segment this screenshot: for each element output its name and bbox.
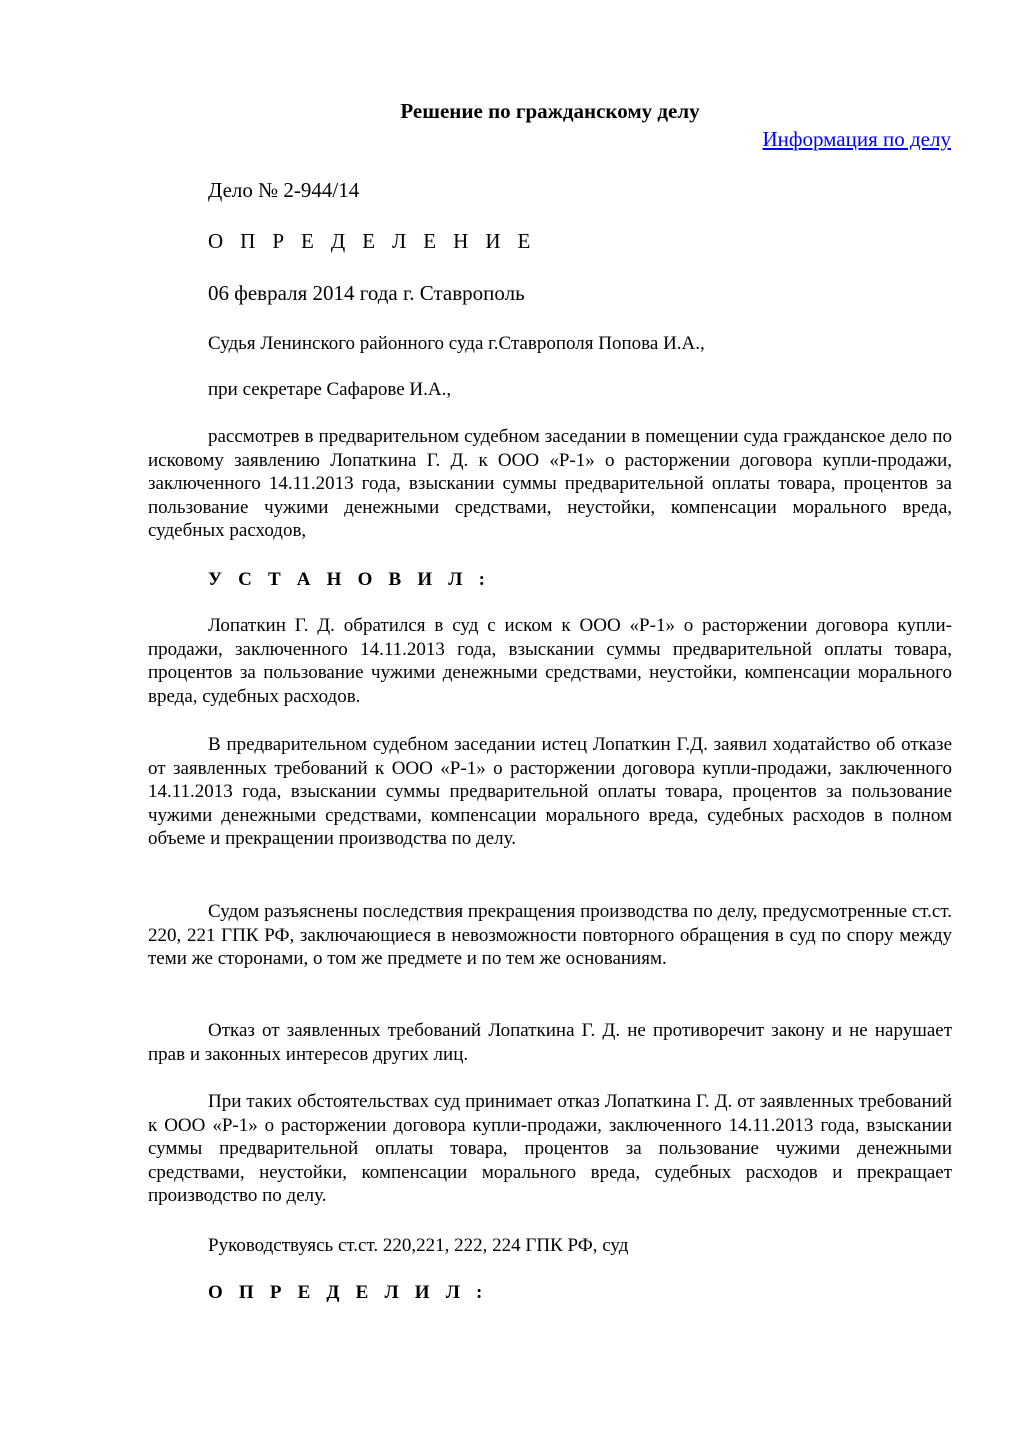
paragraph-considered: рассмотрев в предварительном судебном заседании в помещении суда гражданское дело по исковому заявлению Лопаткина Г. Д. к ООО «Р-1» о расторжении договора купли-продажи, заключенного 14.11.2013 года, взыскании суммы предварительной оплаты товара, процентов за пользование чужими денежными средствами, неустойки, компенсации морального вреда, судебных расходов, bbox=[148, 426, 952, 541]
document-date-place: 06 февраля 2014 года г. Ставрополь bbox=[208, 281, 525, 305]
paragraph-claim-filed: Лопаткин Г. Д. обратился в суд с иском к ООО «Р-1» о расторжении договора купли-продажи, заключенного 14.11.2013 года, взыскании суммы предварительной оплаты товара, процентов за пользование чужими денежными средствами, неустойки, компенсации морального вреда, судебных расходов. bbox=[148, 615, 952, 707]
secretary-line: при секретаре Сафарове И.А., bbox=[208, 379, 452, 400]
paragraph-petition: В предварительном судебном заседании истец Лопаткин Г.Д. заявил ходатайство об отказе от заявленных требований к ООО «Р-1» о расторжении договора купли-продажи, заключенного 14.11.2013 года, взыскании суммы предварительной оплаты товара, процентов за пользование чужими денежными средствами, компенсации морального вреда, судебных расходов в полном объеме и прекращении производства по делу. bbox=[148, 734, 952, 849]
guided-by-line: Руководствуясь ст.ст. 220,221, 222, 224 ГПК РФ, суд bbox=[208, 1235, 629, 1256]
document-title: Решение по гражданскому делу bbox=[400, 99, 700, 123]
heading-ruled: О П Р Е Д Е Л И Л : bbox=[208, 1282, 489, 1303]
paragraph-refusal-lawful: Отказ от заявленных требований Лопаткина Г. Д. не противоречит закону и не нарушает прав и законных интересов других лиц. bbox=[148, 1020, 952, 1065]
paragraph-consequences-explained: Судом разъяснены последствия прекращения производства по делу, предусмотренные ст.ст. 220, 221 ГПК РФ, заключающиеся в невозможности повторного обращения в суд по спору между теми же сторонами, о том же предмете и по тем же основаниям. bbox=[148, 901, 952, 969]
case-info-link[interactable]: Информация по делу bbox=[762, 127, 951, 151]
judge-line: Судья Ленинского районного суда г.Ставрополя Попова И.А., bbox=[208, 333, 705, 354]
case-number: Дело № 2-944/14 bbox=[208, 178, 360, 202]
heading-established: У С Т А Н О В И Л : bbox=[208, 569, 491, 590]
paragraph-court-accepts: При таких обстоятельствах суд принимает отказ Лопаткина Г. Д. от заявленных требований к ООО «Р-1» о расторжении договора купли-продажи, заключенного 14.11.2013 года, взыскании суммы предварительной оплаты товара, процентов за пользование чужими денежными средствами, неустойки, компенсации морального вреда, судебных расходов и прекращает производство по делу. bbox=[148, 1091, 952, 1206]
document-kind: О П Р Е Д Е Л Е Н И Е bbox=[208, 229, 537, 253]
